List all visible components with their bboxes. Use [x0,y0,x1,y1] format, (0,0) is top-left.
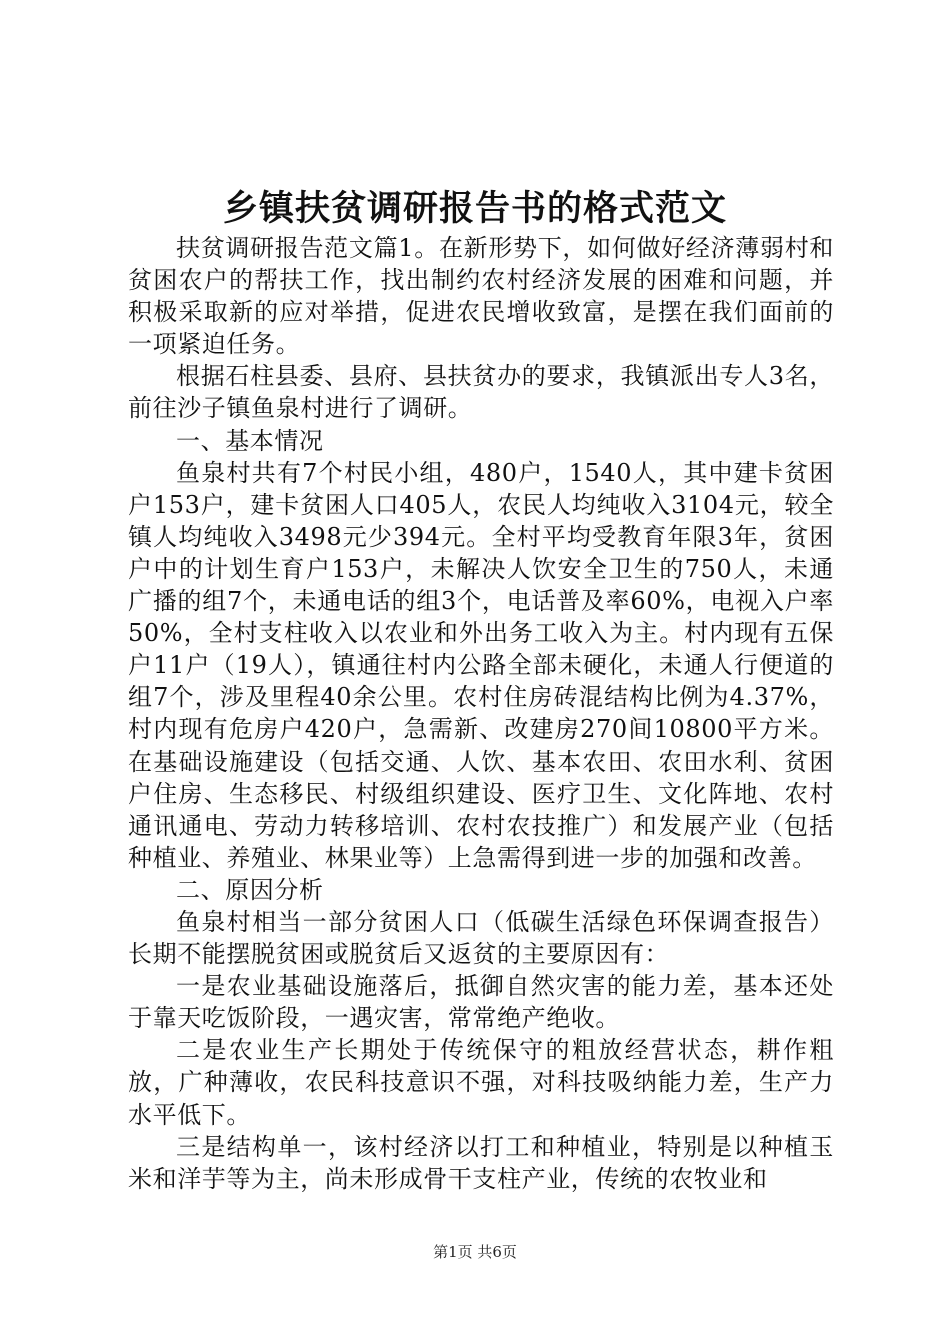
paragraph-cause-one: 一是农业基础设施落后，抵御自然灾害的能力差，基本还处于靠天吃饭阶段，一遇灾害，常常绝产绝收。 [128,972,834,1033]
paragraph-cause-three: 三是结构单一，该村经济以打工和种植业，特别是以种植玉米和洋芋等为主，尚未形成骨干支柱产业，传统的农牧业和 [128,1132,834,1193]
paragraph-cause-two: 二是农业生产长期处于传统保守的粗放经营状态，耕作粗放，广种薄收，农民科技意识不强，对科技吸纳能力差，生产力水平低下。 [128,1036,834,1129]
paragraph-intro: 扶贫调研报告范文篇1。在新形势下，如何做好经济薄弱村和贫困农户的帮扶工作，找出制约农村经济发展的困难和问题，并积极采取新的应对举措，促进农民增收致富，是摆在我们面前的一项紧迫任务。 [128,234,834,359]
paragraph-cause-intro: 鱼泉村相当一部分贫困人口（低碳生活绿色环保调查报告）长期不能摆脱贫困或脱贫后又返贫的主要原因有： [128,907,834,969]
paragraph-basic-situation: 鱼泉村共有7个村民小组，480户，1540人，其中建卡贫困户153户，建卡贫困人口405人，农民人均纯收入3104元，较全镇人均纯收入3498元少394元。全村平均受教育年限3年，贫困户中的计划生育户153户，未解决人饮安全卫生的750人，未通广播的组7个，未通电话的组3个，电话普及率60%，电视入户率50%，全村支柱收入以农业和外出务工收入为主。村内现有五保户11户（19人），镇通往村内公路全部未硬化，未通人行便道的组7个，涉及里程40余公里。农村住房砖混结构比例为4.37%，村内现有危房户420户，急需新、改建房270间10800平方米。在基础设施建设（包括交通、人饮、基本农田、农田水利、贫困户住房、生态移民、村级组织建设、医疗卫生、文化阵地、农村通讯通电、劳动力转移培训、农村农技推广）和发展产业（包括种植业、养殖业、林果业等）上急需得到进一步的加强和改善。 [128,458,834,872]
section-heading-basic-situation: 一、基本情况 [176,426,324,455]
paragraph-background: 根据石柱县委、县府、县扶贫办的要求，我镇派出专人3名，前往沙子镇鱼泉村进行了调研。 [128,362,834,423]
page-number-footer: 第1页 共6页 [433,1243,517,1261]
document-body [128,232,834,1195]
document-title: 乡镇扶贫调研报告书的格式范文 [222,188,727,229]
section-heading-cause-analysis: 二、原因分析 [176,875,324,904]
